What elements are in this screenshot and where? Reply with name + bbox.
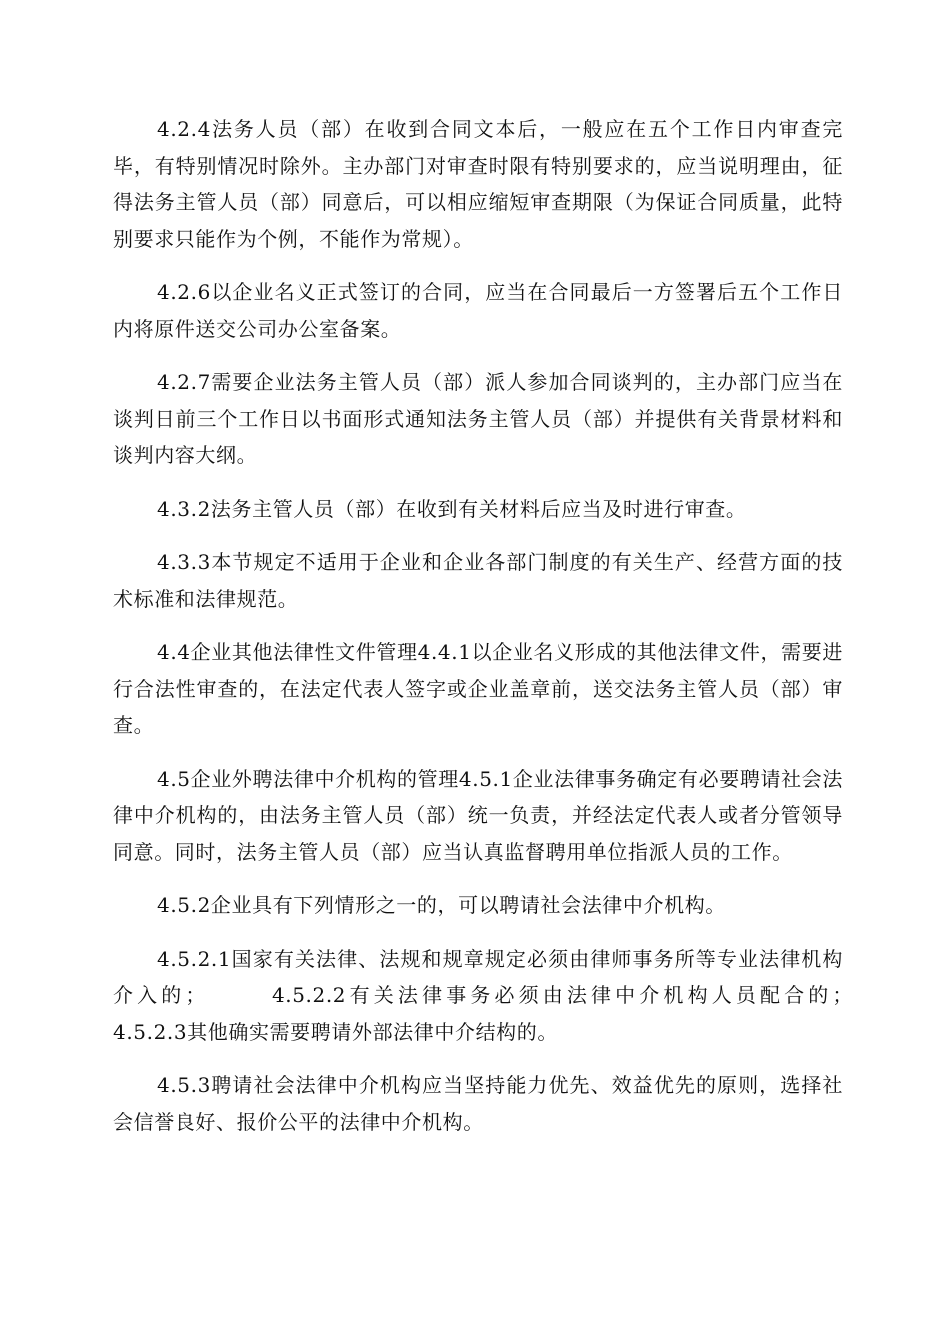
paragraph-4-5-3: 4.5.3聘请社会法律中介机构应当坚持能力优先、效益优先的原则，选择社会信誉良好、报价公平的法律中介机构。: [113, 1073, 843, 1134]
paragraph-4-3-3: 4.3.3本节规定不适用于企业和企业各部门制度的有关生产、经营方面的技术标准和法律规范。: [113, 550, 843, 611]
paragraph-gap: [113, 617, 843, 634]
paragraph-gap: [113, 1050, 843, 1067]
paragraph-gap: [113, 474, 843, 491]
paragraph-4-3-2: 4.3.2法务主管人员（部）在收到有关材料后应当及时进行审查。: [157, 496, 747, 521]
paragraph-gap: [113, 870, 843, 887]
document-page: [113, 111, 885, 1140]
paragraph-gap: [113, 257, 843, 274]
paragraph-gap: [113, 744, 843, 761]
paragraph-4-5-2-1: 4.5.2.1国家有关法律、法规和规章规定必须由律师事务所等专业法律机构介入的； 4.5.2.2有关法律事务必须由法律中介机构人员配合的； 4.5.2.3其他确实需要聘请外部法律中介结构的。: [113, 946, 885, 1044]
paragraph-4-2-4: 4.2.4法务人员（部）在收到合同文本后，一般应在五个工作日内审查完毕，有特别情况时除外。主办部门对审查时限有特别要求的，应当说明理由，征得法务主管人员（部）同意后，可以相应缩短审查期限（为保证合同质量，此特别要求只能作为个例，不能作为常规）。: [113, 117, 843, 251]
paragraph-4-2-6: 4.2.6以企业名义正式签订的合同，应当在合同最后一方签署后五个工作日内将原件送交公司办公室备案。: [113, 280, 843, 341]
paragraph-4-2-7: 4.2.7需要企业法务主管人员（部）派人参加合同谈判的，主办部门应当在谈判日前三个工作日以书面形式通知法务主管人员（部）并提供有关背景材料和谈判内容大纲。: [113, 370, 843, 467]
paragraph-4-5: 4.5企业外聘法律中介机构的管理4.5.1企业法律事务确定有必要聘请社会法律中介机构的，由法务主管人员（部）统一负责，并经法定代表人或者分管领导同意。同时，法务主管人员（部）应当认真监督聘用单位指派人员的工作。: [113, 766, 843, 864]
paragraph-gap: [113, 527, 843, 544]
paragraph-4-4: 4.4企业其他法律性文件管理4.4.1以企业名义形成的其他法律文件，需要进行合法性审查的，在法定代表人签字或企业盖章前，送交法务主管人员（部）审查。: [113, 640, 843, 737]
paragraph-gap: [113, 924, 843, 941]
paragraph-4-5-2: 4.5.2企业具有下列情形之一的，可以聘请社会法律中介机构。: [157, 893, 726, 917]
paragraph-gap: [113, 347, 843, 364]
